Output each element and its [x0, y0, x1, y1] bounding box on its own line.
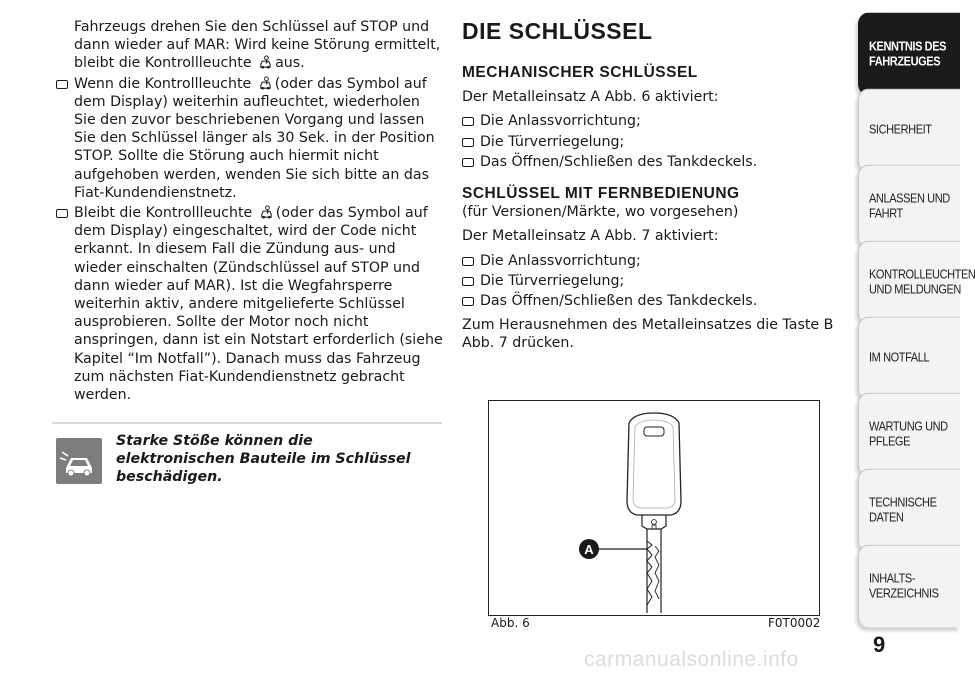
paragraph-continuation: Fahrzeugs drehen Sie den Schlüssel auf STOP und dann wieder auf MAR: Wird keine Störung ermittelt, bleibt die Kontrollleuchte aus.	[74, 19, 441, 72]
section-heading-remote-key: SCHLÜSSEL MIT FERNBEDIENUNG	[462, 185, 740, 203]
bullet-box-icon	[462, 277, 474, 286]
immobilizer-warning-icon	[259, 205, 274, 220]
list-item: Das Öffnen/Schließen des Tankdeckels.	[462, 153, 842, 171]
immobilizer-warning-icon	[258, 76, 273, 91]
section-outro: Zum Herausnehmen des Metalleinsatzes die Taste B Abb. 7 drücken.	[462, 317, 834, 352]
list-item: Die Anlassvorrichtung;	[462, 112, 842, 130]
tab-im-notfall[interactable]: IM NOTFALL	[858, 317, 960, 400]
right-column	[462, 18, 842, 353]
bullet-box-icon	[462, 257, 474, 266]
tab-inhaltsverzeichnis[interactable]: INHALTS- VERZEICHNIS	[858, 545, 960, 628]
bullet-box-icon	[462, 158, 474, 167]
chapter-tabs	[858, 18, 975, 626]
bullet-item: Bleibt die Kontrollleuchte (oder das Symbol auf dem Display) eingeschaltet, wird der Code nicht erkannt. In diesem Fall die Zündung aus- und wieder einschalten (Zündschlüssel auf STOP und dann wieder auf MAR). Ist die Wegfahrsperre weiterhin aktiv, andere mitgelieferte Schlüssel ausprobieren. Sollte der Motor noch nicht anspringen, dann ist ein Notstart erforderlich (siehe Kapitel “Im Notfall”). Danach muss das Fahrzeug zum nächsten Fiat-Kundendienstnetz gebracht werden.	[52, 204, 444, 404]
section-intro: Der Metalleinsatz A Abb. 6 aktiviert:	[462, 89, 719, 106]
page-title: DIE SCHLÜSSEL	[462, 18, 653, 44]
bullet-item: Wenn die Kontrollleuchte (oder das Symbol auf dem Display) weiterhin aufleuchtet, wiederholen Sie den zuvor beschriebenen Vorgang und lassen Sie den Schlüssel länger als 30 Sek. in der Position STOP. Sollte die Störung auch hiermit nicht aufgehoben werden, wenden Sie sich bitte an das Fiat-Kundendienstnetz.	[52, 75, 444, 202]
list-item: Die Anlassvorrichtung;	[462, 252, 842, 270]
bullet-box-icon	[462, 297, 474, 306]
warning-box	[52, 432, 444, 488]
label-a: A	[584, 542, 594, 557]
figure-code: F0T0002	[768, 616, 821, 630]
mechanical-key-drawing	[489, 401, 819, 615]
bullet-box-icon	[462, 117, 474, 126]
car-damage-warning-icon	[56, 438, 102, 484]
key-illustration	[488, 400, 820, 616]
bullet-box-icon	[462, 138, 474, 147]
page-number: 9	[873, 632, 886, 657]
tab-technische-daten[interactable]: TECHNISCHE DATEN	[858, 469, 960, 552]
separator-line	[52, 422, 442, 424]
tab-wartung-und-pflege[interactable]: WARTUNG UND PFLEGE	[858, 393, 960, 476]
tab-sicherheit[interactable]: SICHERHEIT	[858, 89, 960, 172]
immobilizer-warning-icon	[258, 55, 273, 70]
tab-kontrolleuchten-und-meldungen[interactable]: KONTROLLEUCHTEN UND MELDUNGEN	[858, 241, 960, 324]
tab-anlassen-und-fahrt[interactable]: ANLASSEN UND FAHRT	[858, 165, 960, 248]
bullet-box-icon	[56, 209, 68, 218]
warning-text: Starke Stöße können die elektronischen Bauteile im Schlüssel beschädigen.	[116, 433, 411, 486]
left-column	[52, 18, 444, 488]
section-intro: Der Metalleinsatz A Abb. 7 aktiviert:	[462, 228, 719, 245]
section-subtitle: (für Versionen/Märkte, wo vorgesehen)	[462, 204, 739, 221]
watermark: carmanualsonline.info	[584, 648, 799, 671]
list-item: Die Türverriegelung;	[462, 272, 842, 290]
section-heading-mechanical-key: MECHANISCHER SCHLÜSSEL	[462, 64, 698, 81]
list-item: Die Türverriegelung;	[462, 133, 842, 151]
bullet-box-icon	[56, 80, 68, 89]
figure-caption: Abb. 6	[491, 616, 530, 630]
list-item: Das Öffnen/Schließen des Tankdeckels.	[462, 292, 842, 310]
tab-kenntnis-des-fahrzeuges[interactable]: KENNTNIS DES FAHRZEUGES	[858, 13, 960, 96]
